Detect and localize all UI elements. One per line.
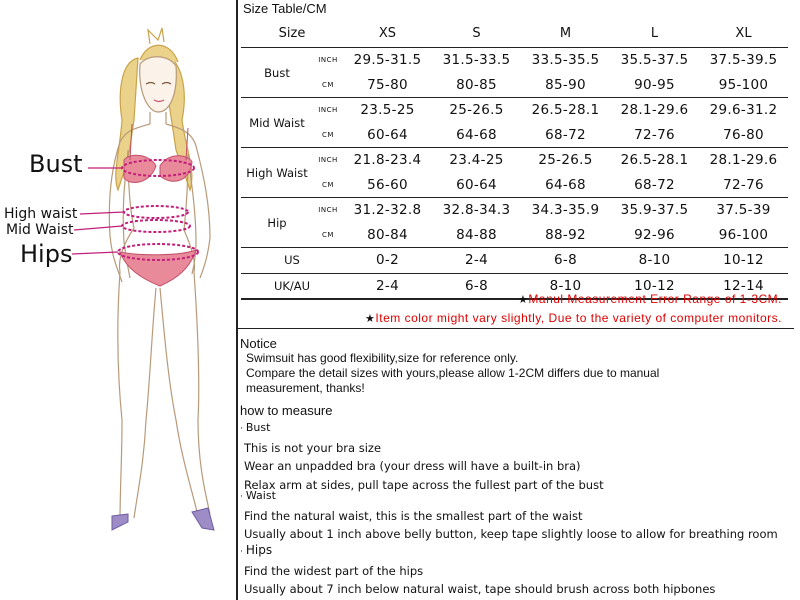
size-l-header: L xyxy=(610,20,699,48)
table-cell: 26.5-28.1 xyxy=(620,152,689,169)
table-row xyxy=(241,248,788,274)
table-cell: 2-4 xyxy=(343,273,432,299)
table-cell: 12-14 xyxy=(699,273,788,299)
table-cell: 25-26.5 xyxy=(538,152,593,169)
table-cell: 60-64 xyxy=(343,123,432,148)
table-cell: 10-12 xyxy=(610,273,699,299)
table-row xyxy=(241,48,788,73)
row-category-mid-waist: Mid Waist xyxy=(241,98,313,148)
section-heading xyxy=(240,541,715,562)
table-row xyxy=(241,223,788,248)
section-heading xyxy=(240,487,778,507)
table-cell: 28.1-29.6 xyxy=(620,102,689,119)
row-unit: CM xyxy=(313,123,343,148)
bikini-bottom xyxy=(120,250,196,286)
hips-label: Hips xyxy=(20,240,73,268)
size-m-header: M xyxy=(521,20,610,48)
row-unit: CM xyxy=(313,223,343,248)
model-figure-illustration xyxy=(0,0,236,600)
section-divider xyxy=(238,328,794,329)
high-waist-label: High waist xyxy=(4,206,78,222)
size-table xyxy=(241,20,788,300)
table-cell: 31.2-32.8 xyxy=(353,202,422,219)
section-title: Bust xyxy=(245,421,271,434)
instruction-line: Relax arm at sides, pull tape across the fullest part of the bust xyxy=(244,477,604,492)
notice-heading: Notice xyxy=(240,336,277,351)
section-title: Hips xyxy=(245,543,273,557)
table-cell: 6-8 xyxy=(432,273,521,299)
instruction-line: Usually about 1 inch above belly button, keep tape slightly loose to allow for breathing room xyxy=(244,527,778,541)
bust-instructions xyxy=(240,419,604,494)
instruction-line: Find the widest part of the hips xyxy=(244,563,424,578)
right-shoe-icon xyxy=(192,508,214,530)
hips-instructions xyxy=(240,541,715,599)
size-xl-header: XL xyxy=(699,20,788,48)
row-category-us: US xyxy=(241,248,343,274)
row-unit: INCH xyxy=(318,206,338,215)
instruction-line: Wear an unpadded bra (your dress will have a built-in bra) xyxy=(244,459,581,473)
table-cell: 21.8-23.4 xyxy=(353,152,422,169)
table-title: Size Table/CM xyxy=(243,1,327,16)
notice-line: measurement, thanks! xyxy=(246,381,365,395)
table-cell: 80-85 xyxy=(432,73,521,98)
table-cell: 95-100 xyxy=(699,73,788,98)
table-cell: 64-68 xyxy=(521,173,610,198)
table-cell: 28.1-29.6 xyxy=(709,152,778,169)
table-cell: 72-76 xyxy=(699,173,788,198)
table-cell: 80-84 xyxy=(343,223,432,248)
table-cell: 29.6-31.2 xyxy=(709,102,778,119)
row-unit: CM xyxy=(313,73,343,98)
table-cell: 6-8 xyxy=(521,248,610,274)
table-cell: 8-10 xyxy=(610,248,699,274)
mid-waist-label: Mid Waist xyxy=(6,222,74,238)
size-xs-header: XS xyxy=(343,20,432,48)
table-cell: 32.8-34.3 xyxy=(442,202,511,219)
table-cell: 76-80 xyxy=(699,123,788,148)
notice-body xyxy=(246,351,659,396)
table-cell: 68-72 xyxy=(521,123,610,148)
table-cell: 29.5-31.5 xyxy=(353,52,422,69)
waist-instructions xyxy=(240,487,778,544)
table-row xyxy=(241,148,788,173)
bullet-icon: · xyxy=(240,424,243,434)
instruction-line: This is not your bra size xyxy=(244,440,382,455)
table-cell: 26.5-28.1 xyxy=(531,102,600,119)
instruction-line: Find the natural waist, this is the smallest part of the waist xyxy=(244,508,583,523)
table-cell: 88-92 xyxy=(521,223,610,248)
table-cell: 31.5-33.5 xyxy=(442,52,511,69)
row-unit: INCH xyxy=(318,56,338,65)
how-to-measure-heading: how to measure xyxy=(240,403,333,418)
row-unit: INCH xyxy=(318,106,338,115)
table-row xyxy=(241,98,788,123)
left-shoe-icon xyxy=(112,514,128,530)
table-cell: 64-68 xyxy=(432,123,521,148)
table-cell: 75-80 xyxy=(343,73,432,98)
instruction-line: Usually about 7 inch below natural waist, tape should brush across both hipbones xyxy=(244,582,716,596)
table-cell: 72-76 xyxy=(610,123,699,148)
table-cell: 2-4 xyxy=(432,248,521,274)
table-cell: 60-64 xyxy=(432,173,521,198)
row-category-hip: Hip xyxy=(241,198,313,248)
table-cell: 96-100 xyxy=(699,223,788,248)
notice-line: Swimsuit has good flexibility,size for reference only. xyxy=(246,351,519,365)
table-cell: 23.5-25 xyxy=(360,102,415,119)
table-header-row xyxy=(241,20,788,48)
table-cell: 10-12 xyxy=(699,248,788,274)
table-cell: 23.4-25 xyxy=(449,152,504,169)
size-s-header: S xyxy=(432,20,521,48)
table-row xyxy=(241,73,788,98)
size-header-cell: Size xyxy=(241,20,343,48)
star-icon: ★ xyxy=(365,313,376,325)
measurement-error-note xyxy=(518,292,782,306)
section-title: Waist xyxy=(245,489,276,502)
table-cell: 84-88 xyxy=(432,223,521,248)
table-cell: 34.3-35.9 xyxy=(531,202,600,219)
table-cell: 35.5-37.5 xyxy=(620,52,689,69)
table-cell: 37.5-39.5 xyxy=(709,52,778,69)
table-cell: 92-96 xyxy=(610,223,699,248)
table-cell: 33.5-35.5 xyxy=(531,52,600,69)
table-cell: 37.5-39 xyxy=(716,202,771,219)
table-cell: 56-60 xyxy=(343,173,432,198)
row-category-bust: Bust xyxy=(241,48,313,98)
figure-panel xyxy=(0,0,238,600)
table-row xyxy=(241,198,788,223)
table-cell: 35.9-37.5 xyxy=(620,202,689,219)
notice-line: Compare the detail sizes with yours,please allow 1-2CM differs due to manual xyxy=(246,366,660,380)
note-text: Manul Measurement Error Range of 1-3CM. xyxy=(528,292,782,306)
table-cell: 0-2 xyxy=(343,248,432,274)
table-row xyxy=(241,173,788,198)
row-unit: INCH xyxy=(318,156,338,165)
table-cell: 25-26.5 xyxy=(449,102,504,119)
table-cell: 90-95 xyxy=(610,73,699,98)
table-cell: 85-90 xyxy=(521,73,610,98)
table-cell: 68-72 xyxy=(610,173,699,198)
star-icon: ★ xyxy=(518,294,529,306)
bullet-icon: · xyxy=(240,492,243,502)
section-heading xyxy=(240,419,604,439)
row-category-uk-au: UK/AU xyxy=(241,273,343,299)
bullet-icon: · xyxy=(240,547,243,557)
row-category-high-waist: High Waist xyxy=(241,148,313,198)
color-variance-note xyxy=(365,311,782,325)
table-row xyxy=(241,123,788,148)
note-text: Item color might vary slightly, Due to the variety of computer monitors. xyxy=(375,311,782,325)
bust-label: Bust xyxy=(29,150,83,178)
table-cell: 8-10 xyxy=(521,273,610,299)
row-unit: CM xyxy=(313,173,343,198)
